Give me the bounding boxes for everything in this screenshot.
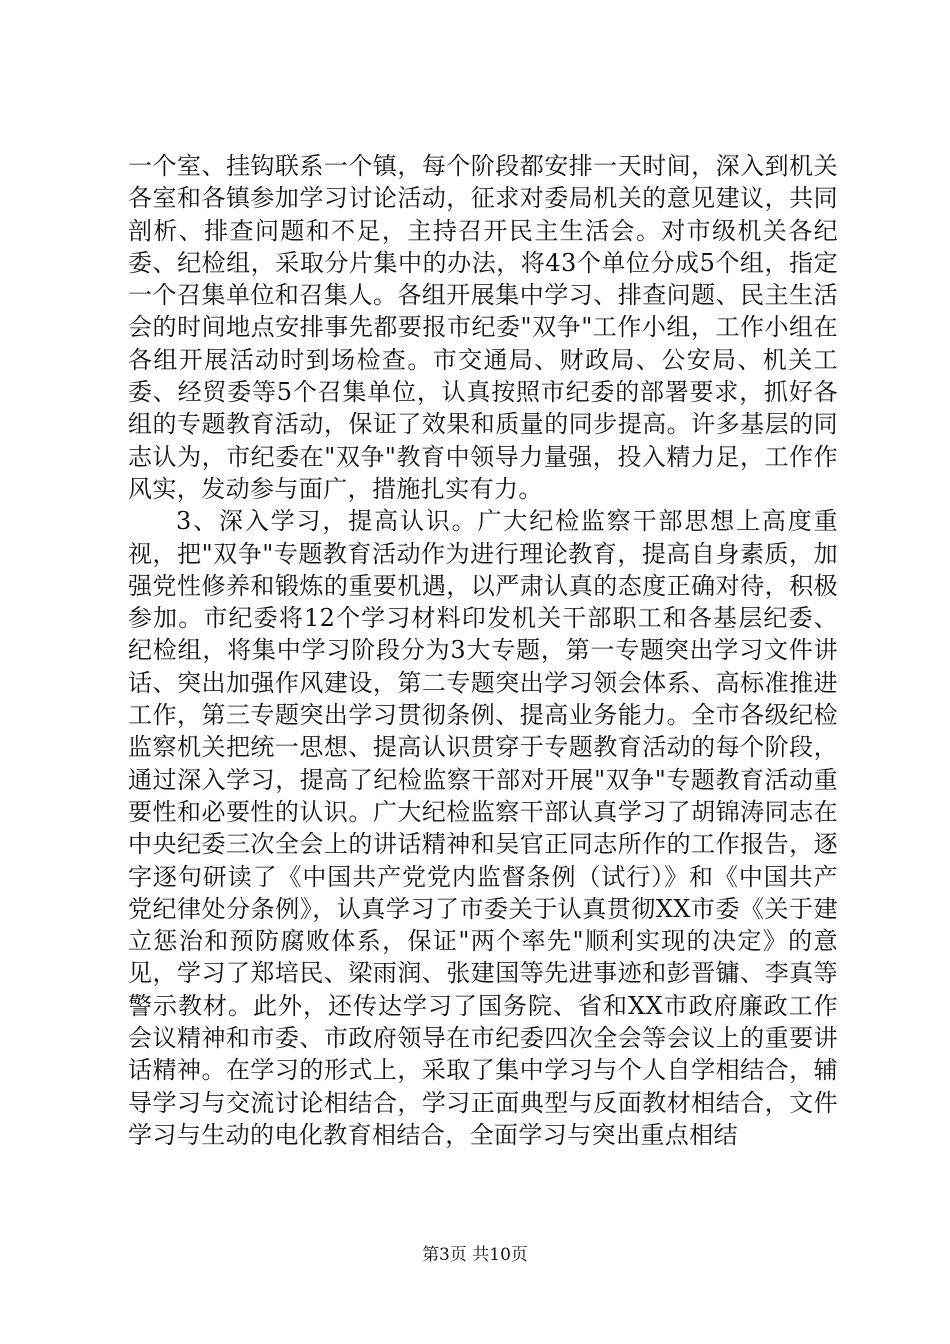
document-body xyxy=(128,150,838,1151)
page-footer: 第3页 共10页 xyxy=(422,1245,528,1265)
body-paragraph-2: 3、深入学习，提高认识。广大纪检监察干部思想上高度重视，把"双争"专题教育活动作为进行理论教育，提高自身素质，加强党性修养和锻炼的重要机遇，以严肃认真的态度正确对待，积极参加。市纪委将12个学习材料印发机关干部职工和各基层纪委、纪检组，将集中学习阶段分为3大专题，第一专题突出学习文件讲话、突出加强作风建设，第二专题突出学习领会体系、高标准推进工作，第三专题突出学习贯彻条例、提高业务能力。全市各级纪检监察机关把统一思想、提高认识贯穿于专题教育活动的每个阶段，通过深入学习，提高了纪检监察干部对开展"双争"专题教育活动重要性和必要性的认识。广大纪检监察干部认真学习了胡锦涛同志在中央纪委三次全会上的讲话精神和吴官正同志所作的工作报告，逐字逐句研读了《中国共产党党内监督条例（试行）》和《中国共产党纪律处分条例》，认真学习了市委关于认真贯彻XX市委《关于建立惩治和预防腐败体系，保证"两个率先"顺利实现的决定》的意见，学习了郑培民、梁雨润、张建国等先进事迹和彭晋镛、李真等警示教材。此外，还传达学习了国务院、省和XX市政府廉政工作会议精神和市委、市政府领导在市纪委四次全会等会议上的重要讲话精神。在学习的形式上，采取了集中学习与个人自学相结合，辅导学习与交流讨论相结合，学习正面典型与反面教材相结合，文件学习与生动的电化教育相结合，全面学习与突出重点相结 xyxy=(128,507,838,1149)
body-paragraph-1: 一个室、挂钩联系一个镇，每个阶段都安排一天时间，深入到机关各室和各镇参加学习讨论活动，征求对委局机关的意见建议，共同剖析、排查问题和不足，主持召开民主生活会。对市级机关各纪委、纪检组，采取分片集中的办法，将43个单位分成5个组，指定一个召集单位和召集人。各组开展集中学习、排查问题、民主生活会的时间地点安排事先都要报市纪委"双争"工作小组，工作小组在各组开展活动时到场检查。市交通局、财政局、公安局、机关工委、经贸委等5个召集单位，认真按照市纪委的部署要求，抓好各组的专题教育活动，保证了效果和质量的同步提高。许多基层的同志认为，市纪委在"双争"教育中领导力量强，投入精力足，工作作风实，发动参与面广，措施扎实有力。 xyxy=(128,152,838,503)
